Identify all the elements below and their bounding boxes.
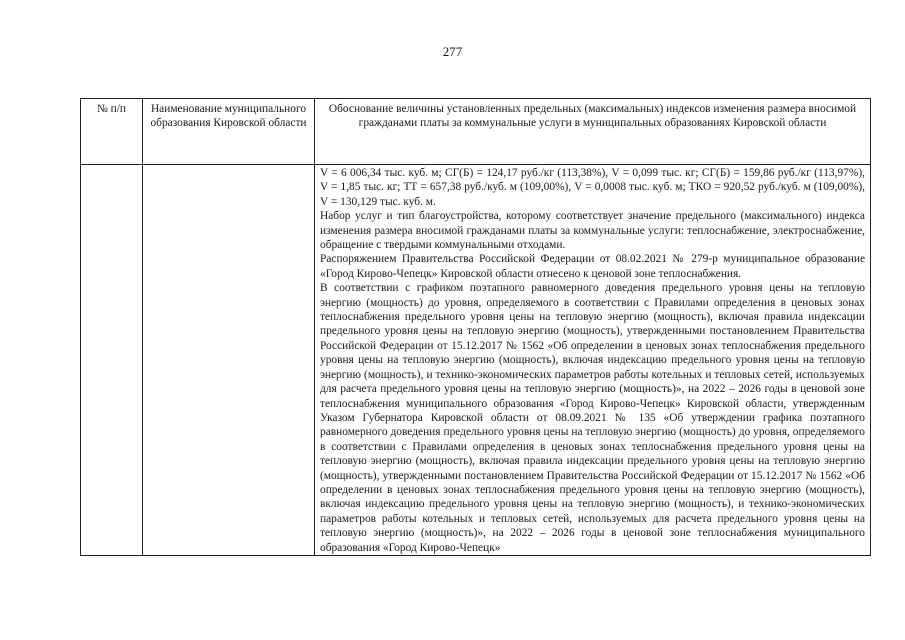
- header-name-cell: [143, 99, 315, 165]
- row-number-cell: [81, 165, 143, 556]
- paragraph-service-set: Набор услуг и тип благоустройства, которому соответствует значение предельного (максимального) индекса изменения размера вносимой гражданами платы за коммунальные услуги: теплоснабжение, электроснабжение, обращение с твердыми коммунальными отходами.: [320, 210, 865, 252]
- header-number-label: № п/п: [96, 103, 127, 115]
- paragraph-price-zone-decree: Распоряжением Правительства Российской Федерации от 08.02.2021 № 279-р муниципальное образование «Город Кирово-Чепецк» Кировской области отнесено к ценовой зоне теплоснабжения.: [320, 253, 865, 280]
- paragraph-heat-price-schedule: В соответствии с графиком поэтапного равномерного доведения предельного уровня цены на тепловую энергию (мощность) до уровня, определяемого в соответствии с Правилами определения в ценовых зонах теплоснабжения предельного уровня цены на тепловую энергию (мощность), включая правила индексации предельного уровня цены на тепловую энергию (мощность), утвержденными постановлением Правительства Российской Федерации от 15.12.2017 № 1562 «Об определении в ценовых зонах теплоснабжения предельного уровня цены на тепловую энергию (мощность), включая индексацию предельного уровня цены на тепловую энергию (мощность), и технико-экономических параметров работы котельных и тепловых сетей, используемых для расчета предельного уровня цены на тепловую энергию (мощность)», на 2022 – 2026 годы в ценовой зоне теплоснабжения муниципального образования «Город Кирово-Чепецк» Кировской области, утвержденным Указом Губернатора Кировской области от 08.09.2021 № 135 «Об утверждении графика поэтапного равномерного доведения предельного уровня цены на тепловую энергию (мощность) до уровня, определяемого в соответствии с Правилами определения в ценовых зонах теплоснабжения предельного уровня цены на тепловую энергию (мощность), включая правила индексации предельного уровня цены на тепловую энергию (мощность), утвержденными постановлением Правительства Российской Федерации от 15.12.2017 № 1562 «Об определении в ценовых зонах теплоснабжения предельного уровня цены на тепловую энергию (мощность), включая индексацию предельного уровня цены на тепловую энергию (мощность), и технико-экономических параметров работы котельных и тепловых сетей, используемых для расчета предельного уровня цены на тепловую энергию (мощность)», на 2022 – 2026 годы в ценовой зоне теплоснабжения муниципального образования «Город Кирово-Чепецк»: [320, 282, 865, 554]
- header-justification-cell: [315, 99, 871, 165]
- header-municipality-label: Наименование муниципального образования Кировской области: [150, 103, 307, 130]
- page-number: 277: [442, 44, 463, 59]
- header-justification-label: Обоснование величины установленных предельных (максимальных) индексов изменения размера вносимой гражданами платы за коммунальные услуги в муниципальных образованиях Кировской области: [328, 103, 857, 130]
- paragraph-volumes: V = 6 006,34 тыс. куб. м; СГ(Б) = 124,17 руб./кг (113,38%), V = 0,099 тыс. кг; СГ(Б) = 159,86 руб./кг (113,97%), V = 1,85 тыс. кг; ТТ = 657,38 руб./куб. м (109,00%), V = 0,0008 тыс. куб. м; ТКО = 920,52 руб./куб. м (109,00%), V = 130,129 тыс. куб. м.: [320, 167, 865, 208]
- justification-table: [80, 98, 871, 556]
- header-number-cell: [81, 99, 143, 165]
- table-header-row: [81, 99, 871, 165]
- row-justification-cell: [315, 165, 871, 556]
- row-municipality-cell: [143, 165, 315, 556]
- table-row: [81, 165, 871, 556]
